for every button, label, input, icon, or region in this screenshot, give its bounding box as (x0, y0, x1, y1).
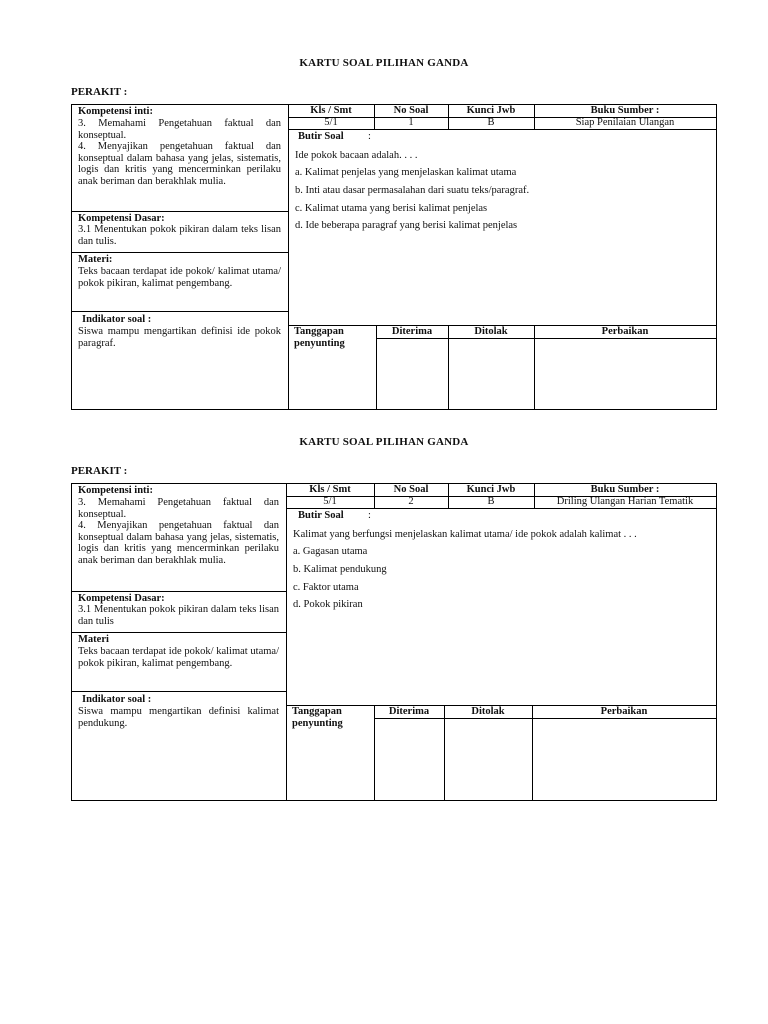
value-no-soal: 1 (408, 117, 414, 128)
value-kls-smt: 5/1 (323, 496, 337, 507)
kompetensi-inti-item: 4. Menyajikan pengetahuan faktual dan konseptual dalam bahasa yang jelas, sistematis, logis dan kritis yang mencerminkan perilaku anak beriman dan berakhlak mulia. (78, 520, 279, 566)
review-perbaikan: Perbaikan (601, 326, 649, 337)
butir-soal-label: Butir Soal (298, 131, 344, 142)
indikator-label: Indikator soal : (82, 694, 152, 705)
value-buku-sumber: Siap Penilaian Ulangan (575, 117, 675, 128)
review-ditolak: Ditolak (471, 706, 505, 717)
header-kunci-jwb: Kunci Jwb (466, 484, 516, 495)
header-kls-smt: Kls / Smt (309, 484, 351, 495)
card-1-title: KARTU SOAL PILIHAN GANDA (299, 57, 469, 69)
value-kunci-jwb: B (487, 117, 495, 128)
materi-label: Materi: (78, 254, 113, 265)
kompetensi-dasar-label: Kompetensi Dasar: (78, 213, 165, 224)
value-kls-smt: 5/1 (324, 117, 338, 128)
card-1-perakit-label: PERAKIT : (71, 86, 128, 98)
header-kunci-jwb: Kunci Jwb (466, 105, 516, 116)
kompetensi-inti-item: 4. Menyajikan pengetahuan faktual dan konseptual dalam bahasa yang jelas, sistematis, logis dan kritis yang mencerminkan perilaku anak beriman dan berakhlak mulia. (78, 141, 281, 187)
option-c: c. Kalimat utama yang berisi kalimat penjelas (295, 203, 488, 214)
card-2-title: KARTU SOAL PILIHAN GANDA (299, 436, 469, 448)
card-1-table (71, 104, 717, 410)
question-text: Kalimat yang berfungsi menjelaskan kalimat utama/ ide pokok adalah kalimat . . . (293, 529, 637, 540)
butir-soal-colon: : (368, 131, 371, 142)
materi-text: Teks bacaan terdapat ide pokok/ kalimat utama/ pokok pikiran, kalimat pengembang. (78, 646, 279, 669)
header-buku-sumber: Buku Sumber : (590, 484, 660, 495)
indikator-text: Siswa mampu mengartikan definisi kalimat pendukung. (78, 706, 279, 729)
materi-text: Teks bacaan terdapat ide pokok/ kalimat utama/ pokok pikiran, kalimat pengembang. (78, 266, 281, 289)
review-ditolak: Ditolak (474, 326, 508, 337)
kompetensi-inti-item: 3. Memahami Pengetahuan faktual dan konseptual. (78, 497, 279, 520)
value-no-soal: 2 (408, 496, 414, 507)
card-2-perakit-label: PERAKIT : (71, 465, 128, 477)
option-a: a. Kalimat penjelas yang menjelaskan kalimat utama (295, 167, 517, 178)
option-a: a. Gagasan utama (293, 546, 368, 557)
review-tanggapan-penyunting: Tanggapan penyunting (294, 326, 345, 349)
question-text: Ide pokok bacaan adalah. . . . (295, 150, 418, 161)
option-b: b. Kalimat pendukung (293, 564, 387, 575)
indikator-label: Indikator soal : (82, 314, 152, 325)
option-c: c. Faktor utama (293, 582, 359, 593)
review-tanggapan-penyunting: Tanggapan penyunting (292, 706, 343, 729)
header-no-soal: No Soal (393, 105, 429, 116)
value-kunci-jwb: B (487, 496, 495, 507)
butir-soal-colon: : (368, 510, 371, 521)
header-no-soal: No Soal (393, 484, 429, 495)
materi-label: Materi (78, 634, 109, 645)
header-buku-sumber: Buku Sumber : (590, 105, 660, 116)
kompetensi-inti-item: 3. Memahami Pengetahuan faktual dan konseptual. (78, 118, 281, 141)
option-d: d. Pokok pikiran (293, 599, 363, 610)
kompetensi-dasar-text: 3.1 Menentukan pokok pikiran dalam teks lisan dan tulis (78, 604, 279, 627)
header-kls-smt: Kls / Smt (310, 105, 352, 116)
option-d: d. Ide beberapa paragraf yang berisi kalimat penjelas (295, 220, 518, 231)
butir-soal-label: Butir Soal (298, 510, 344, 521)
indikator-text: Siswa mampu mengartikan definisi ide pokok paragraf. (78, 326, 281, 349)
kompetensi-dasar-text: 3.1 Menentukan pokok pikiran dalam teks lisan dan tulis. (78, 224, 281, 247)
kompetensi-dasar-label: Kompetensi Dasar: (78, 593, 165, 604)
review-diterima: Diterima (388, 706, 430, 717)
kompetensi-inti-label: Kompetensi inti: (78, 485, 153, 496)
review-diterima: Diterima (391, 326, 433, 337)
card-2-table (71, 483, 717, 801)
review-perbaikan: Perbaikan (600, 706, 648, 717)
option-b: b. Inti atau dasar permasalahan dari suatu teks/paragraf. (295, 185, 530, 196)
value-buku-sumber: Driling Ulangan Harian Tematik (556, 496, 694, 507)
kompetensi-inti-label: Kompetensi inti: (78, 106, 153, 117)
